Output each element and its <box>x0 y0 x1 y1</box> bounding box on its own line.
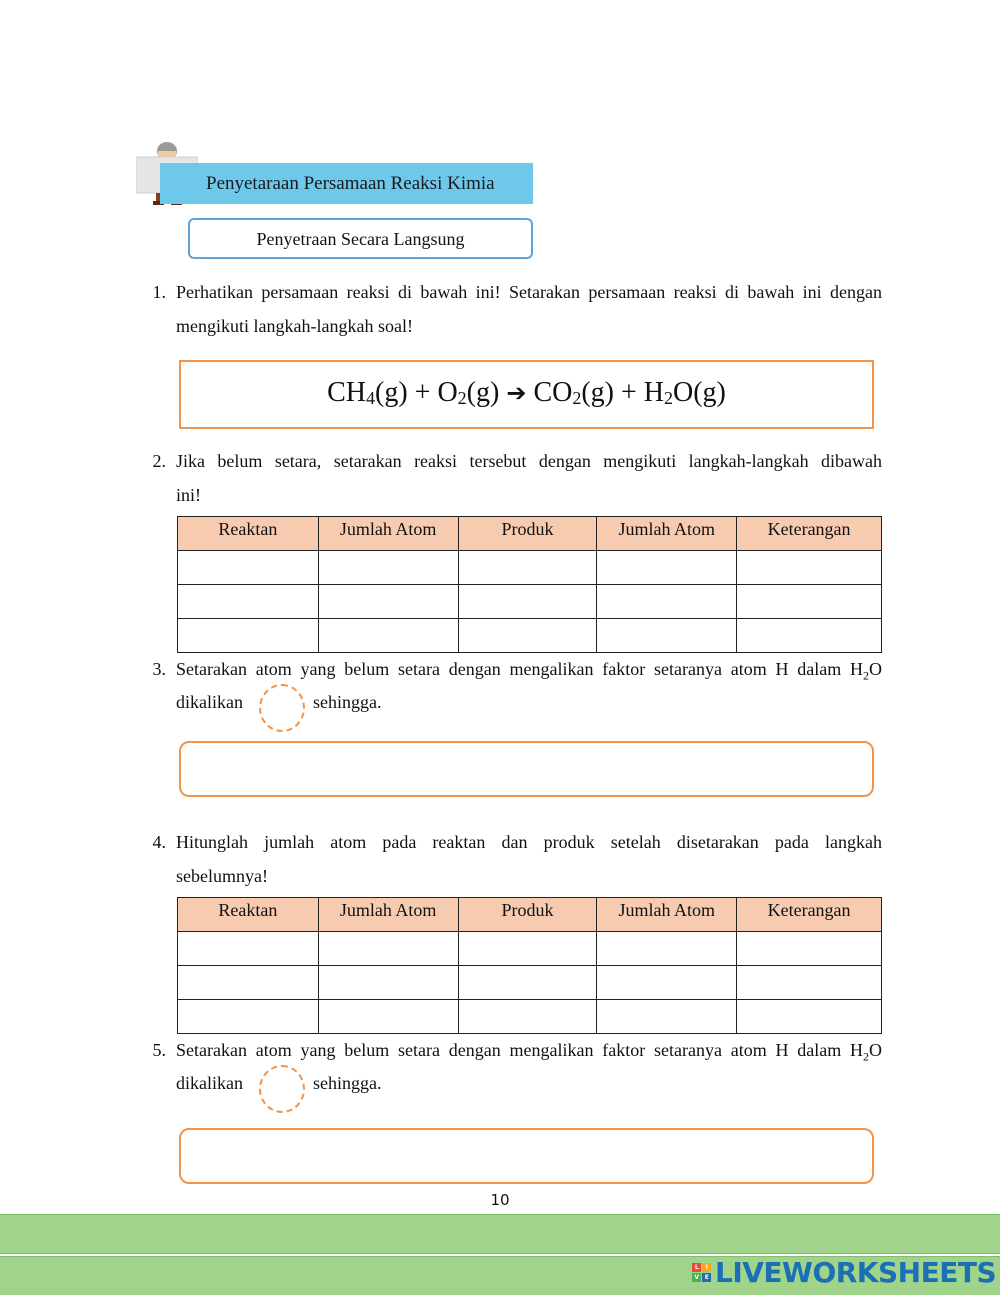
brand-name: LIVEWORKSHEETS <box>715 1255 997 1289</box>
item-text: Hitunglah jumlah atom pada reaktan dan produk setelah disetarakan pada langkah <box>176 832 882 852</box>
arrow-icon: ➔ <box>506 379 527 407</box>
table-row <box>178 932 882 966</box>
factor-answer-circle[interactable] <box>259 1065 305 1113</box>
table-cell[interactable] <box>178 966 319 1000</box>
logo-cubes-icon: L I V E <box>692 1263 711 1282</box>
item-text: mengikuti langkah-langkah soal! <box>176 316 413 336</box>
table-cell[interactable] <box>178 551 319 585</box>
table-cell[interactable] <box>318 585 458 619</box>
item-text: Setarakan atom yang belum setara dengan mengalikan faktor setaranya atom H dalam $H_2O$ <box>176 659 882 683</box>
table-cell[interactable] <box>597 585 737 619</box>
table-cell[interactable] <box>318 1000 458 1034</box>
table-cell[interactable] <box>458 585 597 619</box>
table-header: Jumlah Atom <box>597 517 737 551</box>
equation-box <box>179 360 874 429</box>
item-text: sehingga. <box>313 692 382 712</box>
item-text: sehingga. <box>313 1073 382 1093</box>
answer-box[interactable] <box>179 741 874 797</box>
table-cell[interactable] <box>597 551 737 585</box>
table-cell[interactable] <box>458 932 597 966</box>
item-number: 3. <box>152 659 166 679</box>
table-cell[interactable] <box>458 1000 597 1034</box>
item-number: 2. <box>152 451 166 471</box>
liveworksheets-logo[interactable] <box>692 1256 996 1288</box>
table-cell[interactable] <box>458 966 597 1000</box>
table-cell[interactable] <box>318 619 458 653</box>
table-cell[interactable] <box>737 551 882 585</box>
page-number: 10 <box>490 1191 510 1209</box>
table-cell[interactable] <box>318 551 458 585</box>
table-header: Reaktan <box>178 898 319 932</box>
table-cell[interactable] <box>737 619 882 653</box>
item-text: Setarakan atom yang belum setara dengan mengalikan faktor setaranya atom H dalam $H_2O$ <box>176 1040 882 1064</box>
table-cell[interactable] <box>597 1000 737 1034</box>
table-header: Jumlah Atom <box>597 898 737 932</box>
table-row <box>178 966 882 1000</box>
table-cell[interactable] <box>458 619 597 653</box>
atom-count-table-2 <box>177 897 882 1034</box>
answer-box[interactable] <box>179 1128 874 1184</box>
table-cell[interactable] <box>178 619 319 653</box>
table-cell[interactable] <box>597 619 737 653</box>
item-text: dikalikan <box>176 692 243 712</box>
section-title-ribbon <box>160 163 533 204</box>
item-number: 5. <box>152 1040 166 1060</box>
table-cell[interactable] <box>737 932 882 966</box>
table-row <box>178 551 882 585</box>
section-title: Penyetaraan Persamaan Reaksi Kimia <box>206 173 495 194</box>
table-header: Produk <box>458 898 597 932</box>
footer-band <box>0 1214 1000 1254</box>
item-text: Jika belum setara, setarakan reaksi tersebut dengan mengikuti langkah-langkah dibawah <box>176 451 882 471</box>
table-header: Reaktan <box>178 517 319 551</box>
table-row <box>178 1000 882 1034</box>
item-text: sebelumnya! <box>176 866 268 886</box>
table-cell[interactable] <box>597 932 737 966</box>
item-number: 4. <box>152 832 166 852</box>
table-header: Jumlah Atom <box>318 517 458 551</box>
item-text: ini! <box>176 485 201 505</box>
equation: $CH_4(g) + O_2(g)$ ➔ $CO_2(g) + H_2O(g)$ <box>327 377 726 408</box>
table-row <box>178 585 882 619</box>
table-cell[interactable] <box>597 966 737 1000</box>
item-text: dikalikan <box>176 1073 243 1093</box>
item-text: Perhatikan persamaan reaksi di bawah ini! Setarakan persamaan reaksi di bawah ini dengan <box>176 282 882 302</box>
factor-answer-circle[interactable] <box>259 684 305 732</box>
table-cell[interactable] <box>178 932 319 966</box>
table-header: Keterangan <box>737 898 882 932</box>
table-cell[interactable] <box>737 1000 882 1034</box>
table-header: Keterangan <box>737 517 882 551</box>
table-cell[interactable] <box>178 1000 319 1034</box>
table-header: Jumlah Atom <box>318 898 458 932</box>
table-cell[interactable] <box>458 551 597 585</box>
table-cell[interactable] <box>318 932 458 966</box>
subtitle: Penyetraan Secara Langsung <box>256 229 465 249</box>
table-cell[interactable] <box>737 966 882 1000</box>
subtitle-box <box>188 218 533 259</box>
atom-count-table-1 <box>177 516 882 653</box>
item-number: 1. <box>152 282 166 302</box>
table-header: Produk <box>458 517 597 551</box>
table-cell[interactable] <box>318 966 458 1000</box>
table-row <box>178 619 882 653</box>
table-header-row <box>178 517 882 551</box>
table-header-row <box>178 898 882 932</box>
table-cell[interactable] <box>737 585 882 619</box>
table-cell[interactable] <box>178 585 319 619</box>
